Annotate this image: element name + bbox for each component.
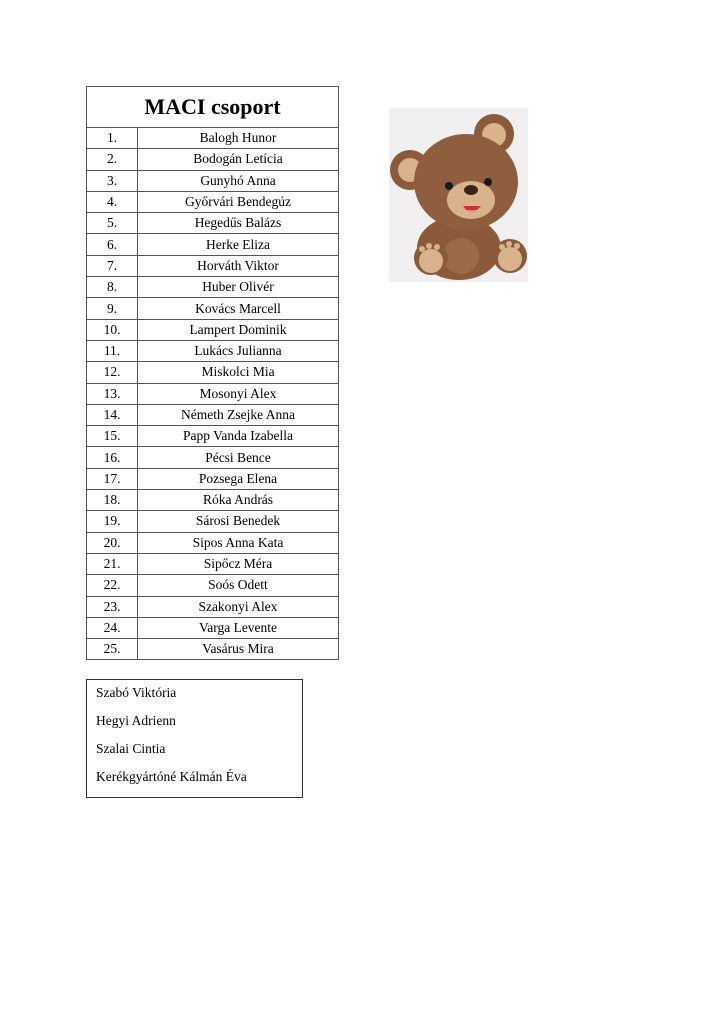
roster-title-row [87, 87, 339, 128]
table-row [87, 575, 339, 596]
row-number: 21. [87, 553, 138, 574]
child-name: Horváth Viktor [138, 255, 339, 276]
table-row [87, 362, 339, 383]
table-row [87, 255, 339, 276]
table-row [87, 128, 339, 149]
row-number: 1. [87, 128, 138, 149]
children-roster-table [86, 86, 339, 660]
row-number: 6. [87, 234, 138, 255]
table-row [87, 596, 339, 617]
row-number: 14. [87, 404, 138, 425]
child-name: Miskolci Mia [138, 362, 339, 383]
table-row [87, 383, 339, 404]
table-row [87, 532, 339, 553]
child-name: Győrvári Bendegúz [138, 191, 339, 212]
row-number: 24. [87, 617, 138, 638]
child-name: Sárosi Benedek [138, 511, 339, 532]
row-number: 25. [87, 639, 138, 660]
row-number: 19. [87, 511, 138, 532]
child-name: Huber Olivér [138, 277, 339, 298]
staff-box [86, 679, 303, 798]
child-name: Pozsega Elena [138, 468, 339, 489]
row-number: 12. [87, 362, 138, 383]
child-name: Gunyhó Anna [138, 170, 339, 191]
table-row [87, 149, 339, 170]
table-row [87, 617, 339, 638]
child-name: Mosonyi Alex [138, 383, 339, 404]
table-row [87, 340, 339, 361]
table-row [87, 213, 339, 234]
child-name: Soós Odett [138, 575, 339, 596]
child-name: Lukács Julianna [138, 340, 339, 361]
child-name: Balogh Hunor [138, 128, 339, 149]
row-number: 18. [87, 490, 138, 511]
table-row [87, 234, 339, 255]
table-row [87, 426, 339, 447]
child-name: Varga Levente [138, 617, 339, 638]
staff-member-name: Szabó Viktória [96, 685, 177, 700]
child-name: Papp Vanda Izabella [138, 426, 339, 447]
row-number: 23. [87, 596, 138, 617]
row-number: 16. [87, 447, 138, 468]
row-number: 7. [87, 255, 138, 276]
staff-member-name: Kerékgyártóné Kálmán Éva [96, 769, 247, 784]
row-number: 9. [87, 298, 138, 319]
child-name: Sipos Anna Kata [138, 532, 339, 553]
child-name: Róka András [138, 490, 339, 511]
row-number: 3. [87, 170, 138, 191]
child-name: Bodogán Letícia [138, 149, 339, 170]
table-row [87, 277, 339, 298]
table-row [87, 319, 339, 340]
table-row [87, 170, 339, 191]
table-row [87, 511, 339, 532]
child-name: Sipőcz Méra [138, 553, 339, 574]
row-number: 4. [87, 191, 138, 212]
staff-member-name: Szalai Cintia [96, 741, 166, 756]
table-row [87, 447, 339, 468]
table-row [87, 298, 339, 319]
child-name: Szakonyi Alex [138, 596, 339, 617]
roster-body [87, 128, 339, 660]
child-name: Vasárus Mira [138, 639, 339, 660]
row-number: 17. [87, 468, 138, 489]
table-row [87, 191, 339, 212]
row-number: 15. [87, 426, 138, 447]
row-number: 22. [87, 575, 138, 596]
row-number: 20. [87, 532, 138, 553]
child-name: Pécsi Bence [138, 447, 339, 468]
row-number: 10. [87, 319, 138, 340]
child-name: Herke Eliza [138, 234, 339, 255]
group-title: MACI csoport [87, 87, 339, 128]
row-number: 5. [87, 213, 138, 234]
row-number: 13. [87, 383, 138, 404]
row-number: 2. [87, 149, 138, 170]
table-row [87, 404, 339, 425]
child-name: Lampert Dominik [138, 319, 339, 340]
table-row [87, 490, 339, 511]
table-row [87, 639, 339, 660]
row-number: 8. [87, 277, 138, 298]
child-name: Németh Zsejke Anna [138, 404, 339, 425]
child-name: Hegedűs Balázs [138, 213, 339, 234]
staff-member-name: Hegyi Adrienn [96, 713, 176, 728]
teddy-bear-icon [389, 108, 528, 282]
table-row [87, 468, 339, 489]
row-number: 11. [87, 340, 138, 361]
table-row [87, 553, 339, 574]
child-name: Kovács Marcell [138, 298, 339, 319]
